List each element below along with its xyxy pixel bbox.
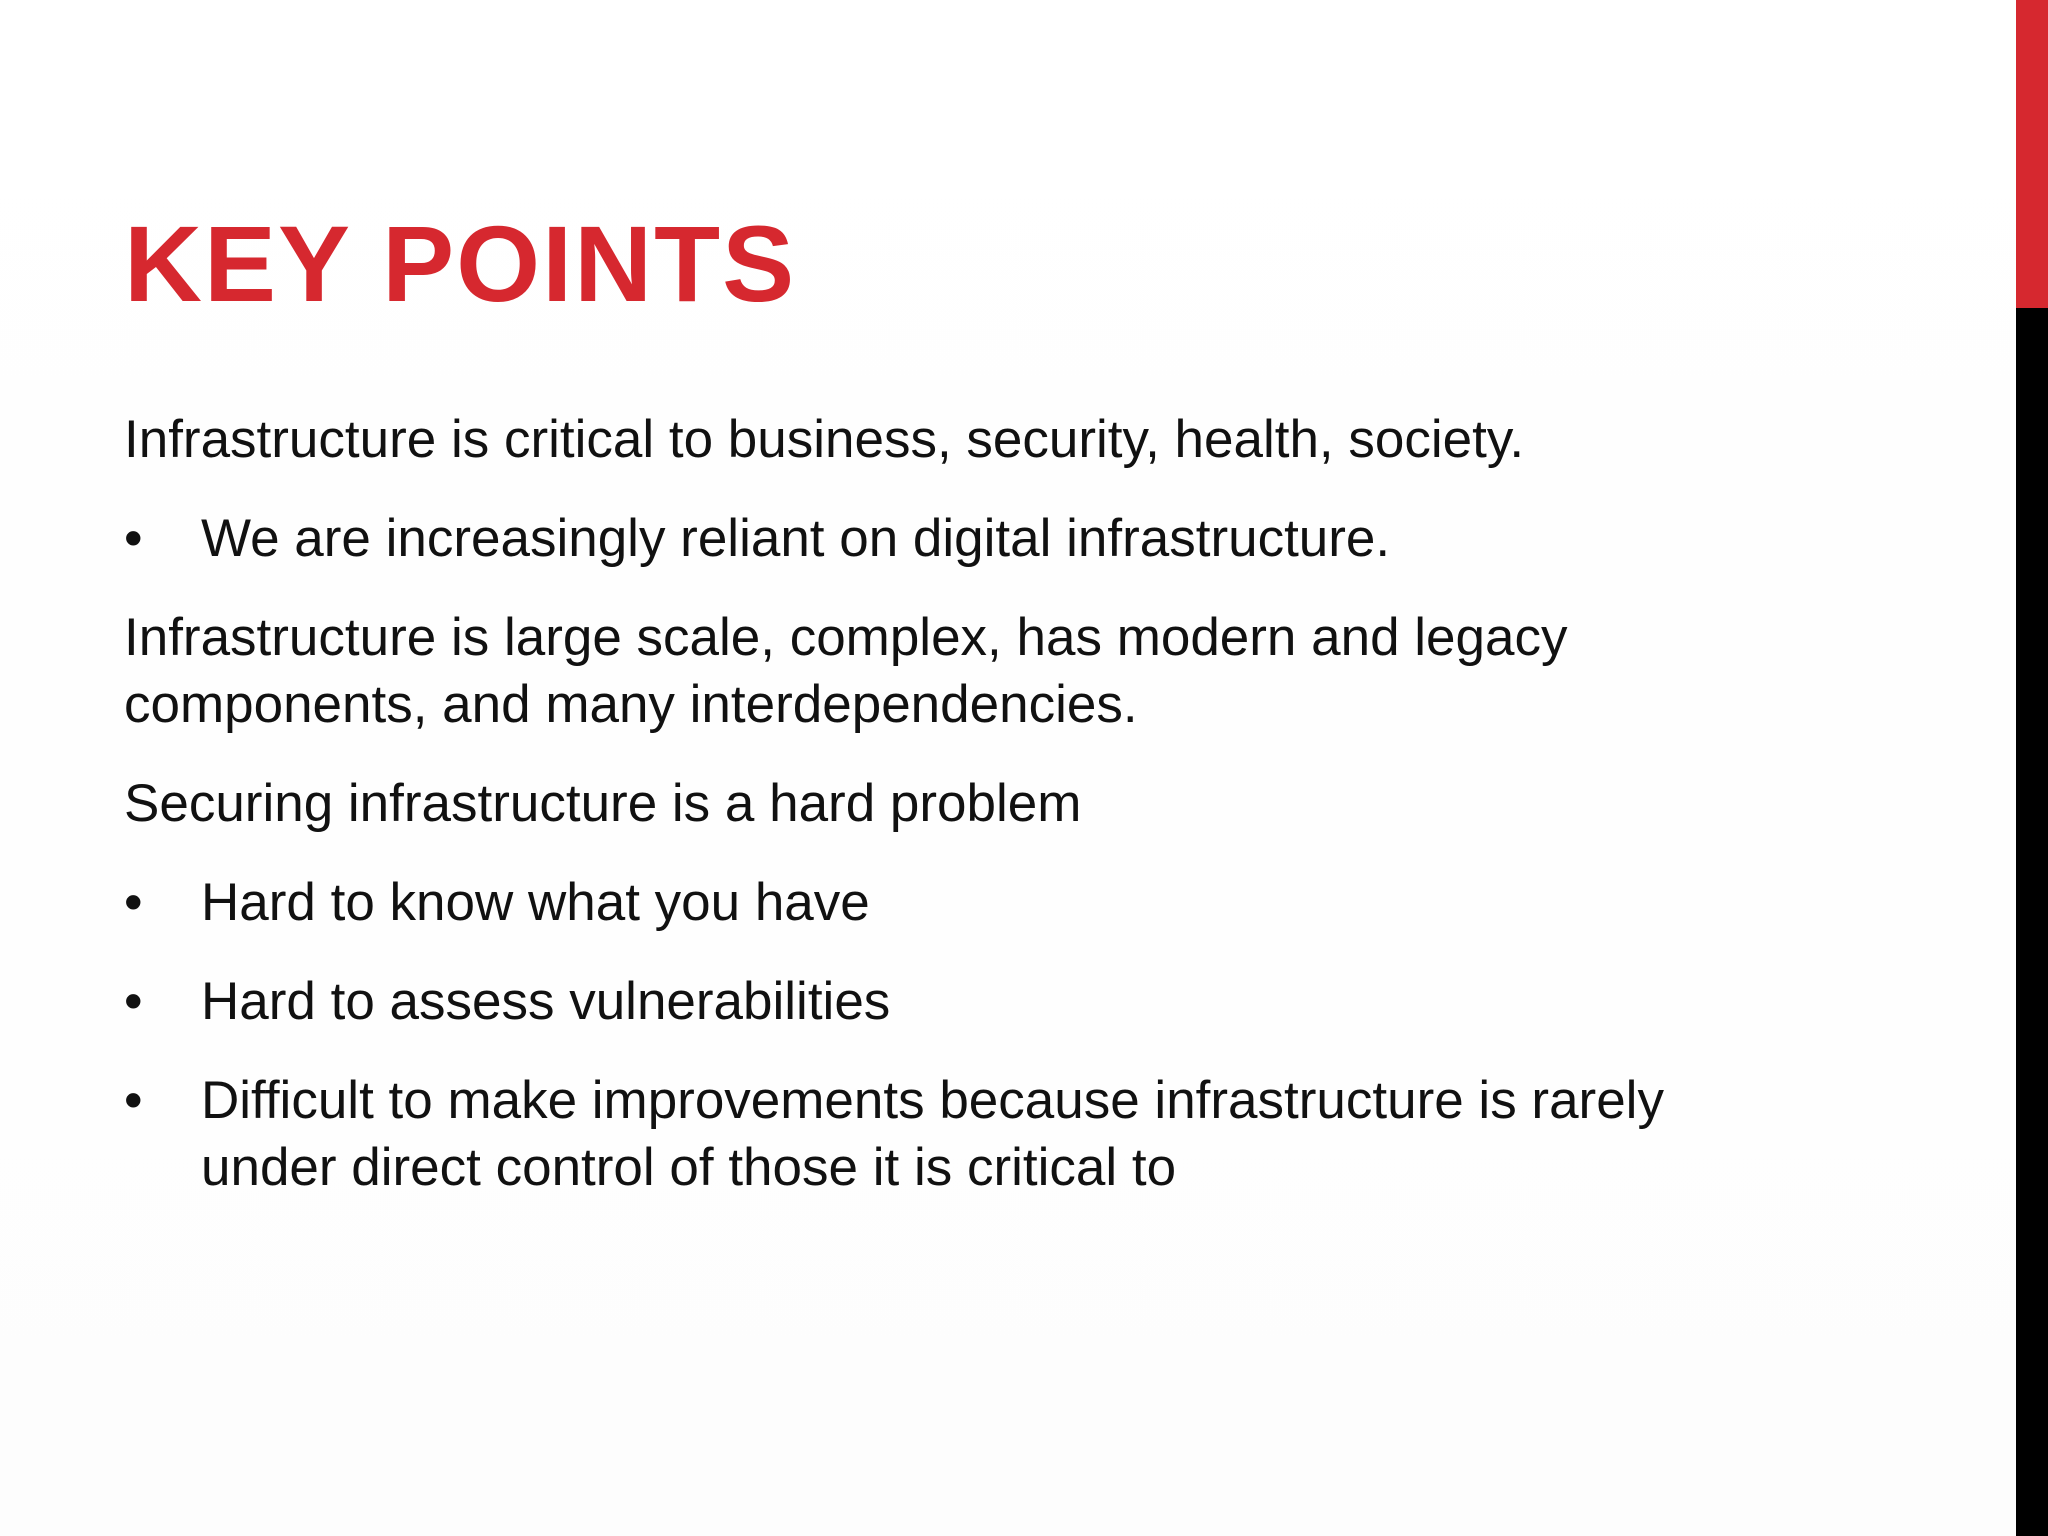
accent-bar-red xyxy=(2016,0,2048,308)
point-securing-hard: Securing infrastructure is a hard problem xyxy=(124,774,1082,833)
bullet-icon: • xyxy=(124,1071,143,1130)
point-infrastructure-critical: Infrastructure is critical to business, security, health, society. xyxy=(124,410,1525,469)
bullet-text: Hard to assess vulnerabilities xyxy=(201,972,891,1031)
bullet-assess-vulnerabilities xyxy=(124,968,1964,1035)
bullet-icon: • xyxy=(124,873,143,932)
slide-title: KEY POINTS xyxy=(124,203,797,324)
paragraph-line: Infrastructure is large scale, complex, has modern and legacy xyxy=(124,608,1568,667)
slide-body xyxy=(124,406,1964,1233)
bullet-icon: • xyxy=(124,972,143,1031)
accent-bar-black xyxy=(2016,308,2048,1536)
bullet-text: Hard to know what you have xyxy=(201,873,870,932)
point-infrastructure-complex xyxy=(124,604,1964,738)
bullet-text: We are increasingly reliant on digital infrastructure. xyxy=(201,509,1391,568)
bullet-know-assets xyxy=(124,869,1964,936)
bullet-text: Difficult to make improvements because infrastructure is rarely xyxy=(201,1071,1664,1130)
bullet-improvements-difficult xyxy=(124,1067,1964,1201)
paragraph-line: components, and many interdependencies. xyxy=(124,675,1138,734)
bullet-digital-reliance xyxy=(124,505,1964,572)
bullet-icon: • xyxy=(124,509,143,568)
bullet-text: under direct control of those it is critical to xyxy=(201,1138,1177,1197)
